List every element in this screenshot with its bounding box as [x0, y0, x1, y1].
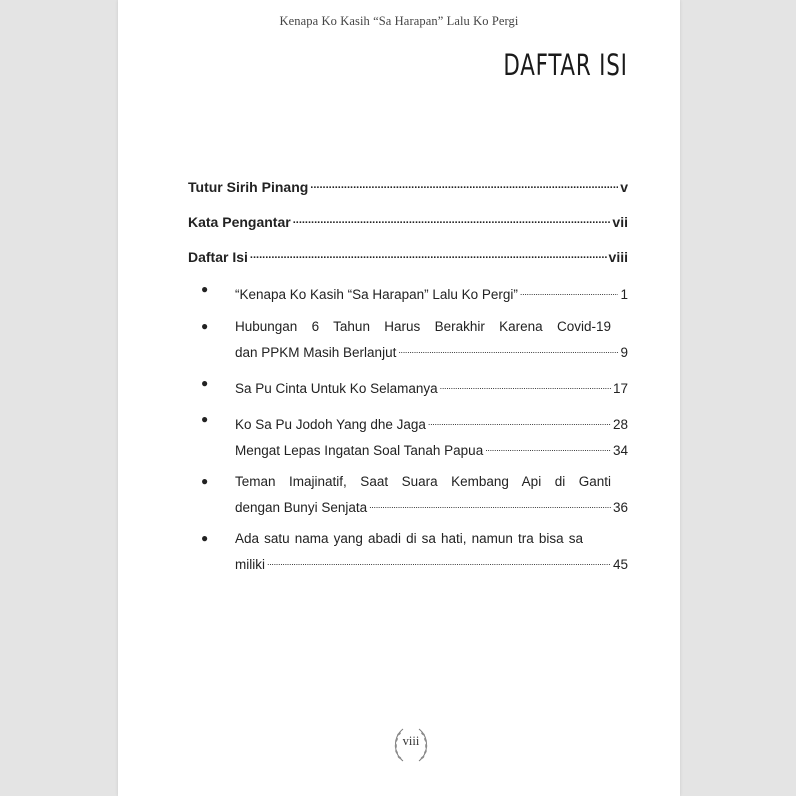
dot-leader — [398, 337, 618, 357]
toc-entry-title: Kata Pengantar — [188, 214, 291, 230]
toc-subentry-page: 1 — [620, 287, 628, 302]
dot-leader — [369, 492, 611, 512]
toc-entry-kata-pengantar — [188, 207, 628, 232]
toc-subentry — [188, 279, 628, 305]
dot-leader — [310, 172, 618, 192]
dot-leader — [267, 549, 611, 569]
dot-leader — [440, 373, 611, 393]
toc-subentry-title-line: Ko Sa Pu Jodoh Yang dhe Jaga — [235, 417, 426, 432]
toc-subentry-page: 45 — [612, 557, 628, 572]
running-head: Kenapa Ko Kasih “Sa Harapan” Lalu Ko Pergi — [279, 14, 519, 28]
bullet-icon: ● — [201, 376, 209, 390]
dot-leader — [428, 409, 611, 429]
toc-subentry — [188, 409, 628, 461]
toc-entry-tutur-sirih-pinang — [188, 172, 628, 197]
bullet-icon: ● — [201, 319, 209, 333]
page-number-badge — [389, 725, 433, 765]
toc-subentry-page: 9 — [620, 345, 628, 360]
toc-subentry-page: 36 — [612, 500, 628, 515]
toc-entry-page: vii — [612, 214, 628, 230]
toc-subentry — [188, 471, 628, 518]
bullet-icon: ● — [201, 282, 209, 296]
toc-entry-page: viii — [608, 249, 628, 265]
toc-subentry-title-line: Mengat Lepas Ingatan Soal Tanah Papua — [235, 443, 484, 458]
toc-entry-page: v — [620, 179, 628, 195]
toc-subentry-title-line: dengan Bunyi Senjata — [235, 500, 368, 515]
toc-subentry-page: 28 — [612, 417, 628, 432]
toc-subentry-title: “Kenapa Ko Kasih “Sa Harapan” Lalu Ko Pergi” — [235, 287, 518, 302]
bullet-icon: ● — [201, 474, 209, 488]
toc-entry-title: Tutur Sirih Pinang — [188, 179, 309, 195]
toc-subentry — [188, 373, 628, 399]
toc-subentry-title-line: miliki — [235, 557, 265, 572]
toc-subentry-title: Sa Pu Cinta Untuk Ko Selamanya — [235, 381, 438, 396]
toc-subentry — [188, 528, 628, 575]
toc-subentry — [188, 316, 628, 363]
toc-entry-title: Daftar Isi — [188, 249, 248, 265]
toc-subentry-page: 34 — [612, 443, 628, 458]
toc-subentry-title-line: Ada satu nama yang abadi di sa hati, namun tra bisa sa — [235, 531, 583, 546]
table-of-contents — [188, 172, 628, 584]
toc-subentry-page: 17 — [612, 381, 628, 396]
bullet-icon: ● — [201, 412, 209, 426]
page-number: viii — [402, 734, 420, 748]
dot-leader — [293, 207, 611, 227]
dot-leader — [250, 242, 607, 262]
bullet-icon: ● — [201, 531, 209, 545]
book-page — [118, 0, 680, 796]
toc-subentry-title-line: Hubungan 6 Tahun Harus Berakhir Karena Covid-19 — [235, 319, 611, 334]
toc-entry-daftar-isi — [188, 242, 628, 267]
toc-subentry-title-line: Teman Imajinatif, Saat Suara Kembang Api di Ganti — [235, 474, 611, 489]
section-title: DAFTAR ISI — [503, 48, 628, 82]
dot-leader — [520, 279, 619, 299]
toc-subentry-title-line: dan PPKM Masih Berlanjut — [235, 345, 397, 360]
dot-leader — [485, 435, 611, 455]
